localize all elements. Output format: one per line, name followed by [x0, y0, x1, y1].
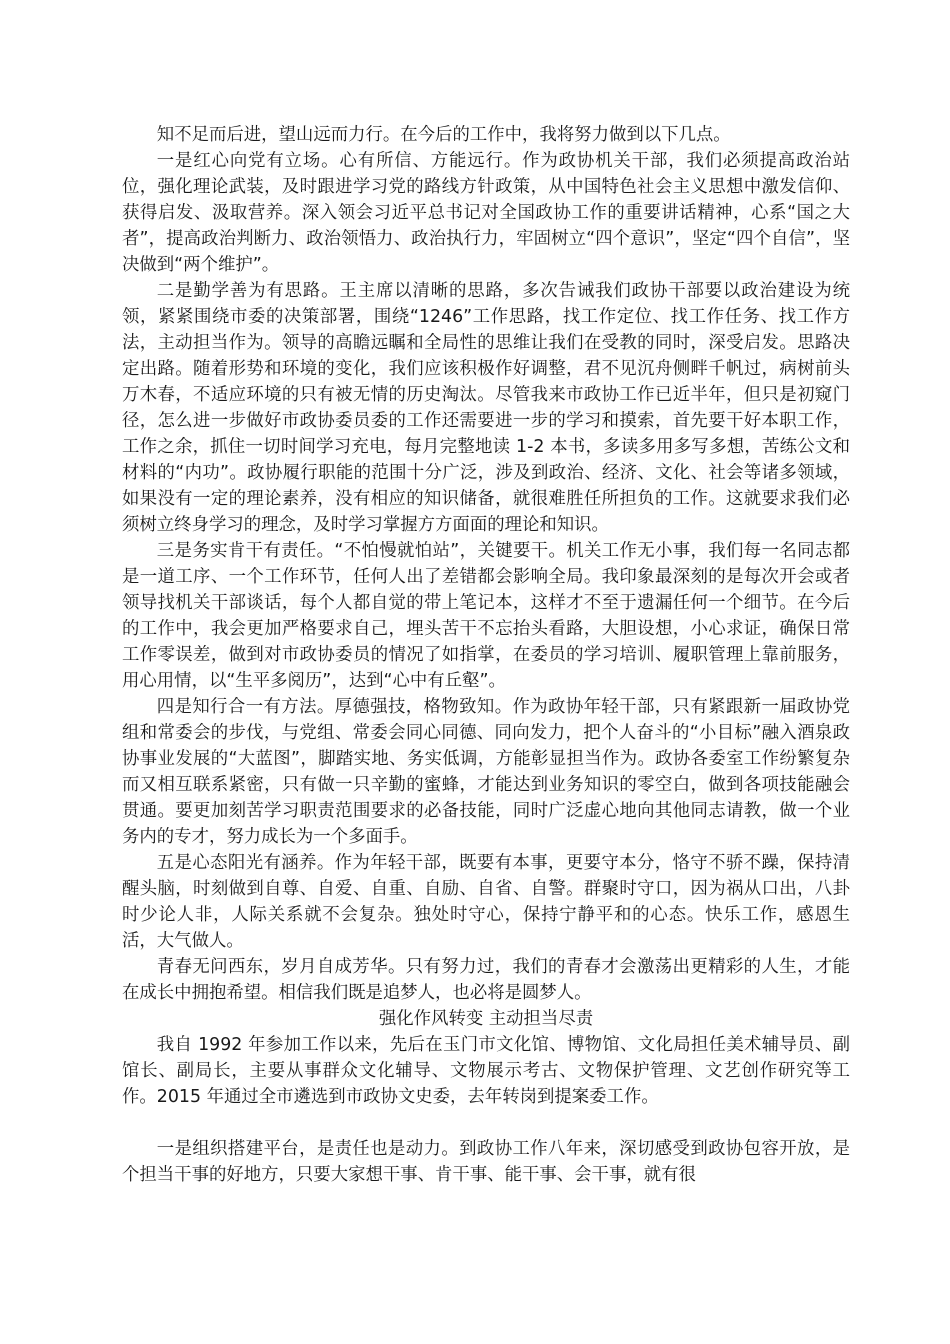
- paragraph-point-5: 五是心态阳光有涵养。作为年轻干部，既要有本事，更要守本分，恪守不骄不躁，保持清醒头脑，时刻做到自尊、自爱、自重、自励、自省、自警。群聚时守口，因为祸从口出，八卦时少论人非，人际关系就不会复杂。独处时守心，保持宁静平和的心态。快乐工作，感恩生活，大气做人。: [122, 853, 850, 951]
- paragraph-closing: 青春无问西东，岁月自成芳华。只有努力过，我们的青春才会激荡出更精彩的人生，才能在成长中拥抱希望。相信我们既是追梦人，也必将是圆梦人。: [122, 957, 850, 1003]
- document-page: [122, 122, 850, 1188]
- paragraph-point-2: 二是勤学善为有思路。王主席以清晰的思路，多次告诫我们政协干部要以政治建设为统领，紧紧围绕市委的决策部署，围绕“1246”工作思路，找工作定位、找工作任务、找工作方法，主动担当作为。领导的高瞻远瞩和全局性的思维让我们在受教的同时，深受启发。思路决定出路。随着形势和环境的变化，我们应该积极作好调整，君不见沉舟侧畔千帆过，病树前头万木春，不适应环境的只有被无情的历史淘汰。尽管我来市政协工作已近半年，但只是初窥门径，怎么进一步做好市政协委员委的工作还需要进一步的学习和摸索，首先要干好本职工作，工作之余，抓住一切时间学习充电，每月完整地读 1-2 本书，多读多用多写多想，苦练公文和材料的“内功”。政协履行职能的范围十分广泛，涉及到政治、经济、文化、社会等诸多领域，如果没有一定的理论素养，没有相应的知识储备，就很难胜任所担负的工作。这就要求我们必须树立终身学习的理念，及时学习掌握方方面面的理论和知识。: [122, 281, 850, 535]
- section-title: 强化作风转变 主动担当尽责: [378, 1009, 594, 1029]
- paragraph-point-4: 四是知行合一有方法。厚德强技，格物致知。作为政协年轻干部，只有紧跟新一届政协党组和常委会的步伐，与党组、常委会同心同德、同向发力，把个人奋斗的“小目标”融入酒泉政协事业发展的“大蓝图”，脚踏实地、务实低调，方能彰显担当作为。政协各委室工作纷繁复杂而又相互联系紧密，只有做一只辛勤的蜜蜂，才能达到业务知识的零空白，做到各项技能融会贯通。要更加刻苦学习职责范围要求的必备技能，同时广泛虚心地向其他同志请教，做一个业务内的专才，努力成长为一个多面手。: [122, 697, 850, 847]
- paragraph-intro: 知不足而后进，望山远而力行。在今后的工作中，我将努力做到以下几点。: [156, 125, 731, 145]
- paragraph-bio: 我自 1992 年参加工作以来，先后在玉门市文化馆、博物馆、文化局担任美术辅导员、副馆长、副局长，主要从事群众文化辅导、文物展示考古、文物保护管理、文艺创作研究等工作。2015 年通过全市遴选到市政协文史委，去年转岗到提案委工作。: [122, 1035, 850, 1107]
- paragraph-point-1: 一是红心向党有立场。心有所信、方能远行。作为政协机关干部，我们必须提高政治站位，强化理论武装，及时跟进学习党的路线方针政策，从中国特色社会主义思想中激发信仰、获得启发、汲取营养。深入领会习近平总书记对全国政协工作的重要讲话精神，心系“国之大者”，提高政治判断力、政治领悟力、政治执行力，牢固树立“四个意识”，坚定“四个自信”，坚决做到“两个维护”。: [122, 151, 850, 275]
- paragraph-point-1-section2: 一是组织搭建平台，是责任也是动力。到政协工作八年来，深切感受到政协包容开放，是个担当干事的好地方，只要大家想干事、肯干事、能干事、会干事，就有很: [122, 1139, 850, 1185]
- paragraph-point-3: 三是务实肯干有责任。“不怕慢就怕站”，关键要干。机关工作无小事，我们每一名同志都是一道工序、一个工作环节，任何人出了差错都会影响全局。我印象最深刻的是每次开会或者领导找机关干部谈话，每个人都自觉的带上笔记本，这样才不至于遗漏任何一个细节。在今后的工作中，我会更加严格要求自己，埋头苦干不忘抬头看路，大胆设想，小心求证，确保日常工作零误差，做到对市政协委员的情况了如指掌，在委员的学习培训、履职管理上靠前服务，用心用情，以“生平多阅历”，达到“心中有丘壑”。: [122, 541, 850, 691]
